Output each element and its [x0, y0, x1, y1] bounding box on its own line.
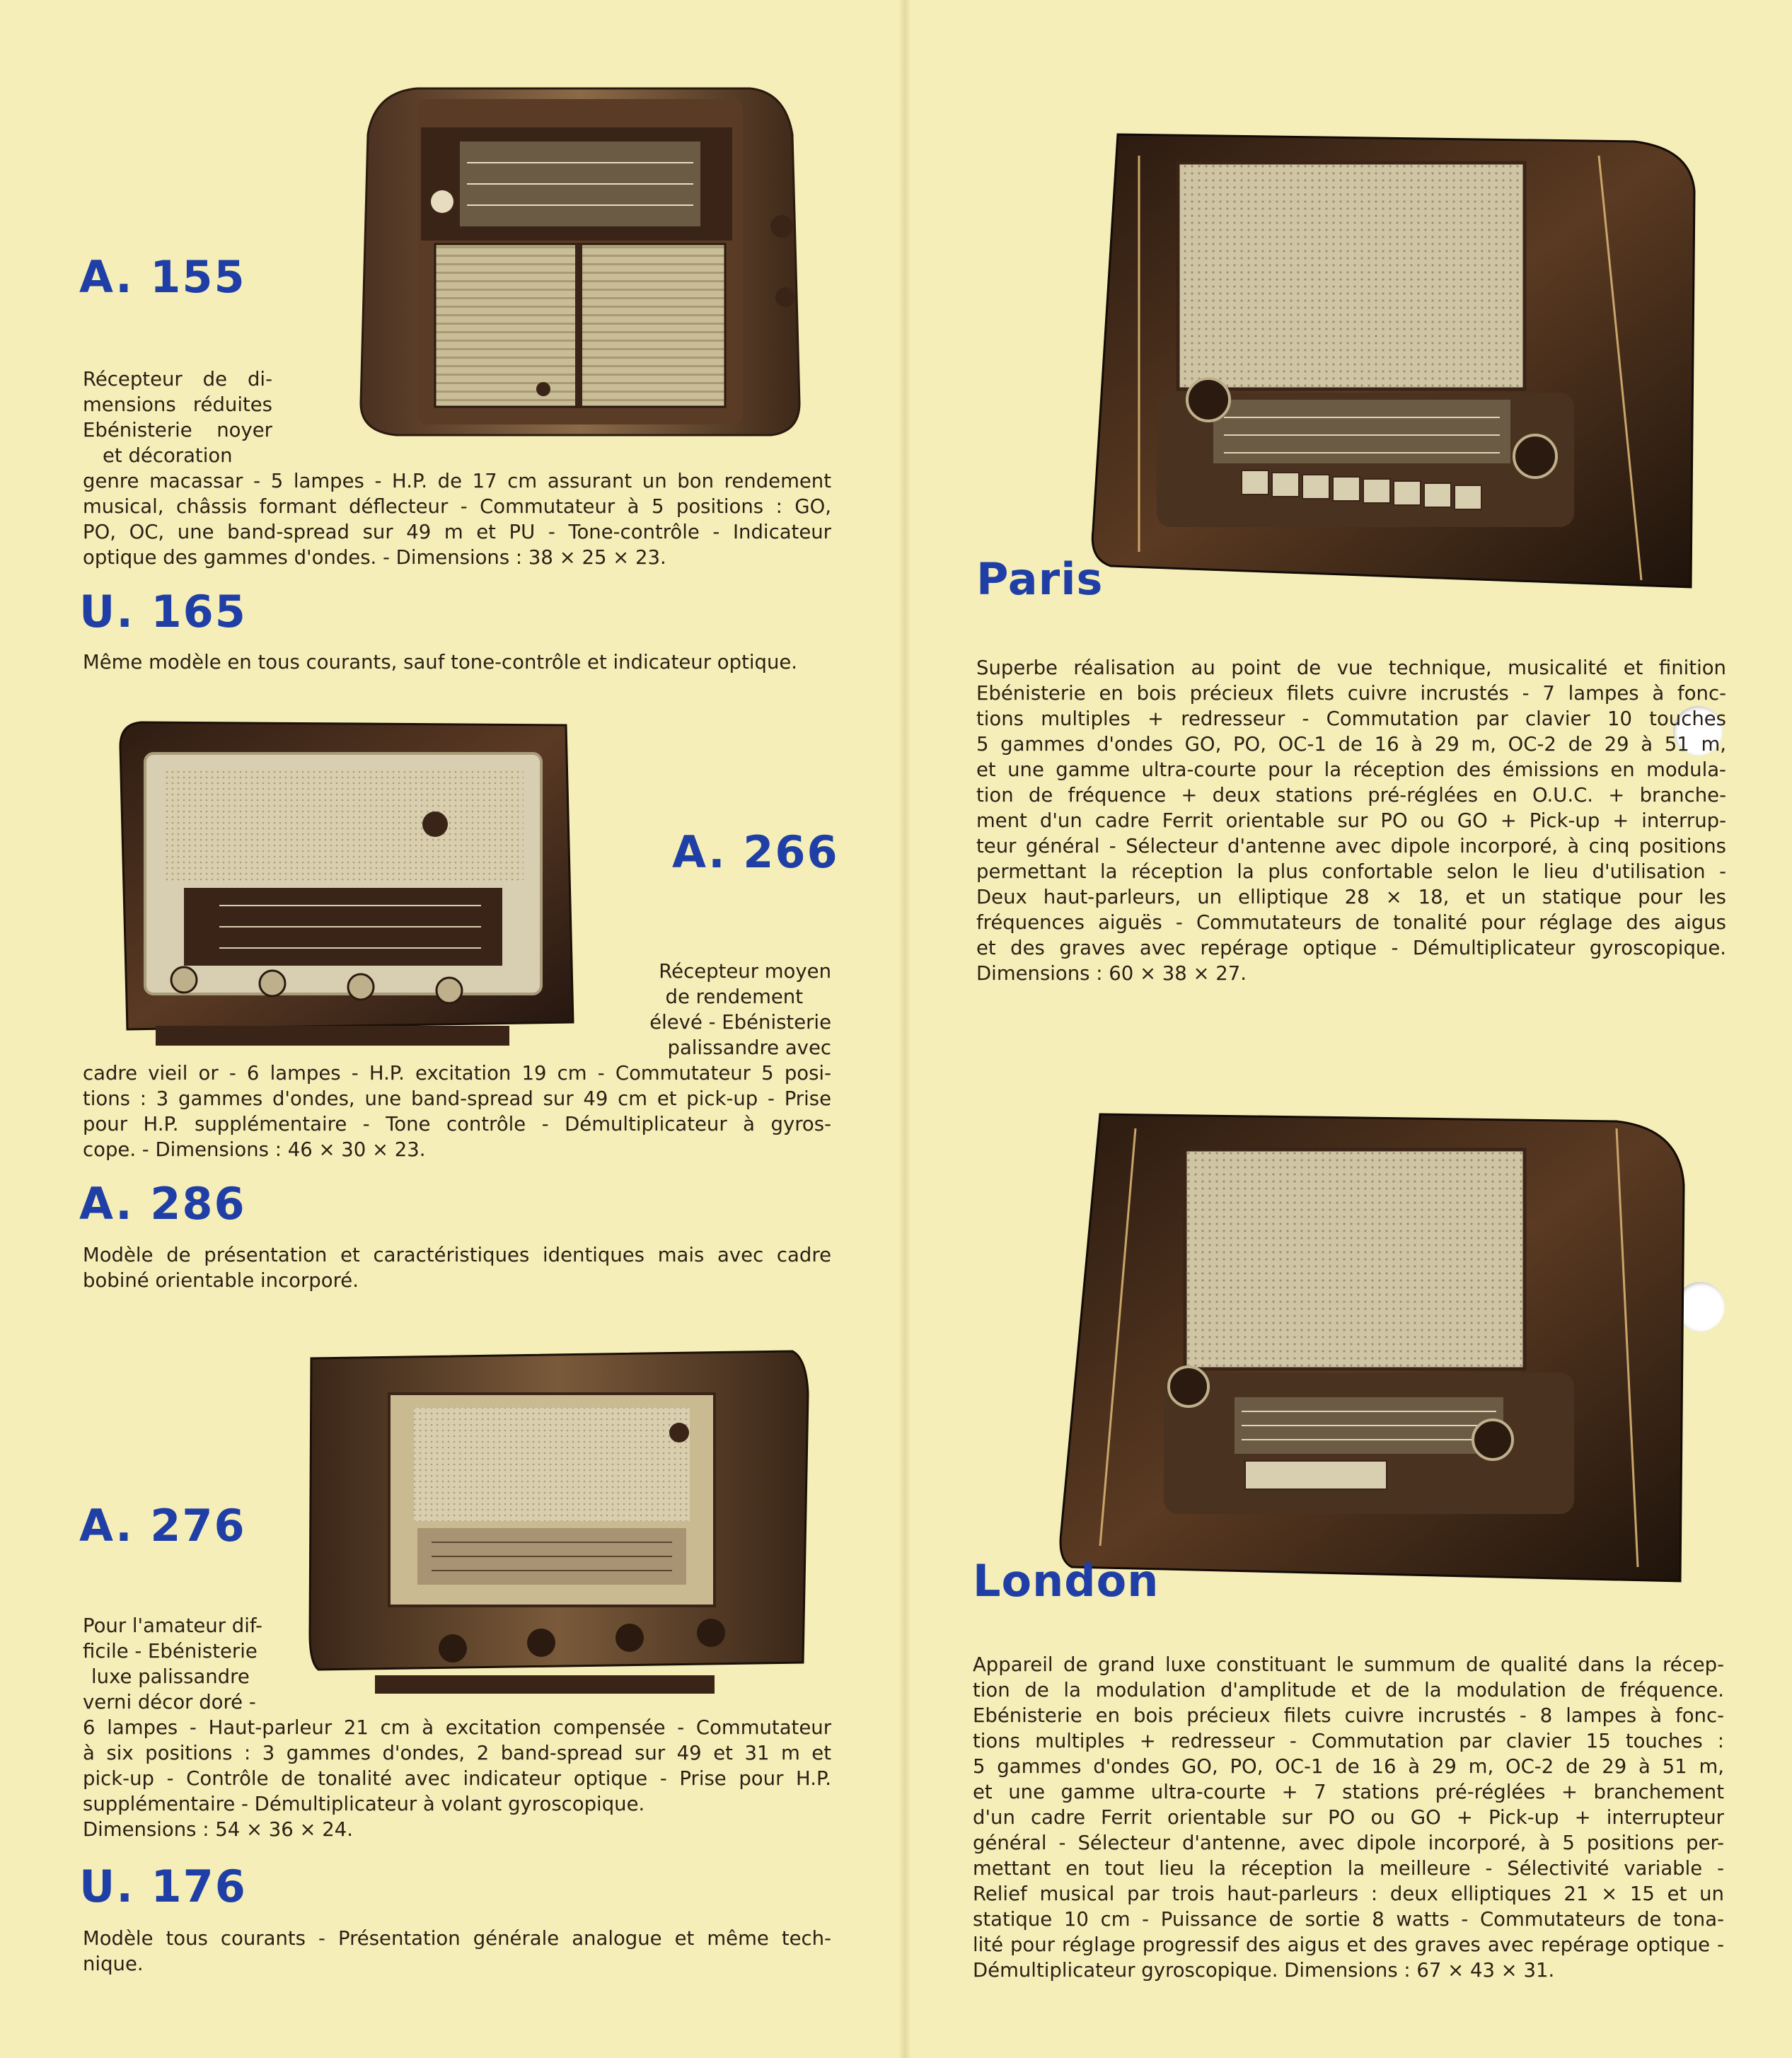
description-line: ment d'un cadre Ferrit orientable sur PO ou GO + Pick-up + interrup-: [976, 809, 1726, 832]
description-line: Relief musical par trois haut-parleurs : deux elliptiques 21 × 15 et un: [973, 1883, 1724, 1905]
description-line: tions multiples + redresseur - Commutation par clavier 15 touches :: [973, 1730, 1724, 1752]
description-line: permettant la réception la plus confortable selon le lieu d'utilisation -: [976, 860, 1726, 883]
description-line: Démultiplicateur gyroscopique. Dimensions : 67 × 43 × 31.: [973, 1959, 1555, 1982]
description-line: musical, châssis formant déflecteur - Commutateur à 5 positions : GO,: [83, 495, 831, 518]
model-title-london: London: [973, 1555, 1160, 1607]
description-line: cadre vieil or - 6 lampes - H.P. excitation 19 cm - Commutateur 5 posi-: [83, 1062, 831, 1085]
radio-london-image: [1058, 1100, 1691, 1588]
description-line: Ebénisterie noyer: [83, 419, 272, 441]
model-description-a266: [83, 959, 831, 1162]
description-line: ficile - Ebénisterie: [83, 1640, 258, 1663]
description-line: statique 10 cm - Puissance de sortie 8 watts - Commutateurs de tona-: [973, 1908, 1724, 1931]
description-line: bobiné orientable incorporé.: [83, 1269, 359, 1292]
description-line: Pour l'amateur dif-: [83, 1614, 262, 1637]
description-line: tion de fréquence + deux stations pré-réglées en O.U.C. + branche-: [976, 784, 1726, 807]
description-line: cope. - Dimensions : 46 × 30 × 23.: [83, 1138, 426, 1161]
description-line: et des graves avec repérage optique - Démultiplicateur gyroscopique.: [976, 937, 1726, 959]
description-line: palissandre avec: [667, 1036, 831, 1059]
description-line: nique.: [83, 1953, 144, 1975]
description-line: et une gamme ultra-courte pour la réception des émissions en modula-: [976, 758, 1726, 781]
description-line: Dimensions : 60 × 38 × 27.: [976, 962, 1247, 985]
description-line: et décoration: [103, 444, 233, 467]
description-line: Même modèle en tous courants, sauf tone-contrôle et indicateur optique.: [83, 651, 798, 674]
description-line: mensions réduites: [83, 393, 272, 416]
model-title-paris: Paris: [976, 553, 1104, 605]
model-description-a276: [83, 1613, 831, 1842]
description-line: luxe palissandre: [91, 1665, 250, 1688]
description-line: de rendement: [665, 985, 803, 1008]
description-line: à six positions : 3 gammes d'ondes, 2 band-spread sur 49 et 31 m et: [83, 1742, 831, 1764]
model-description-a155: [83, 366, 831, 570]
description-line: Récepteur moyen: [659, 960, 831, 983]
description-line: Récepteur de di-: [83, 368, 272, 391]
description-line: Modèle tous courants - Présentation générale analogue et même tech-: [83, 1927, 831, 1950]
description-line: pick-up - Contrôle de tonalité avec indicateur optique - Prise pour H.P.: [83, 1767, 831, 1790]
radio-paris-image: [1089, 113, 1698, 601]
model-title-u165: U. 165: [79, 586, 247, 637]
model-title-a276: A. 276: [79, 1500, 246, 1551]
page-fold: [898, 0, 911, 2058]
model-description-u165: [83, 649, 831, 675]
description-line: verni décor doré -: [83, 1691, 256, 1713]
description-line: tions multiples + redresseur - Commutation par clavier 10 touches: [976, 707, 1726, 730]
description-line: optique des gammes d'ondes. - Dimensions : 38 × 25 × 23.: [83, 546, 666, 569]
description-line: d'un cadre Ferrit orientable sur PO ou GO + Pick-up + interrupteur: [973, 1806, 1724, 1829]
model-title-a155: A. 155: [79, 251, 246, 303]
description-line: Superbe réalisation au point de vue technique, musicalité et finition: [976, 657, 1726, 679]
model-description-london: [973, 1652, 1724, 1983]
description-line: général - Sélecteur d'antenne, avec dipole incorporé, à 5 positions per-: [973, 1832, 1724, 1854]
description-line: tions : 3 gammes d'ondes, une band-spread sur 49 cm et pick-up - Prise: [83, 1087, 831, 1110]
description-line: supplémentaire - Démultiplicateur à volant gyroscopique.: [83, 1793, 645, 1815]
description-line: pour H.P. supplémentaire - Tone contrôle - Démultiplicateur à gyros-: [83, 1113, 831, 1135]
description-line: Ebénisterie en bois précieux filets cuivre incrustés - 7 lampes à fonc-: [976, 682, 1726, 705]
description-line: teur général - Sélecteur d'antenne avec dipole incorporé, à cinq positions: [976, 835, 1726, 857]
description-line: Dimensions : 54 × 36 × 24.: [83, 1818, 354, 1841]
description-line: lité pour réglage progressif des aigus et des graves avec repérage optique -: [973, 1933, 1724, 1956]
description-line: 6 lampes - Haut-parleur 21 cm à excitation compensée - Commutateur: [83, 1716, 831, 1739]
description-line: Modèle de présentation et caractéristiques identiques mais avec cadre: [83, 1244, 831, 1266]
description-line: Appareil de grand luxe constituant le summum de qualité dans la récep-: [973, 1653, 1724, 1676]
description-line: Deux haut-parleurs, un elliptique 28 × 18, et un statique pour les: [976, 886, 1726, 908]
description-line: fréquences aiguës - Commutateurs de tonalité pour réglage des aigus: [976, 911, 1726, 934]
model-title-a266: A. 266: [672, 826, 839, 878]
model-description-u176: [83, 1926, 831, 1977]
description-line: 5 gammes d'ondes GO, PO, OC-1 de 16 à 29 m, OC-2 de 29 à 51 m,: [973, 1755, 1724, 1778]
description-line: élevé - Ebénisterie: [649, 1011, 831, 1034]
model-description-paris: [976, 655, 1726, 986]
description-line: tion de la modulation d'amplitude et de la modulation de fréquence.: [973, 1679, 1724, 1701]
description-line: PO, OC, une band-spread sur 49 m et PU - Tone-contrôle - Indicateur: [83, 521, 831, 543]
description-line: mettant en tout lieu la réception la meilleure - Sélectivité variable -: [973, 1857, 1724, 1880]
description-line: genre macassar - 5 lampes - H.P. de 17 cm assurant un bon rendement: [83, 470, 831, 492]
model-title-u176: U. 176: [79, 1861, 247, 1912]
description-line: 5 gammes d'ondes GO, PO, OC-1 de 16 à 29 m, OC-2 de 29 à 51 m,: [976, 733, 1726, 756]
model-title-a286: A. 286: [79, 1178, 246, 1230]
description-line: Ebénisterie en bois précieux filets cuivre incrustés - 8 lampes à fonc-: [973, 1704, 1724, 1727]
description-line: et une gamme ultra-courte + 7 stations pré-réglées + branchement: [973, 1781, 1724, 1803]
model-description-a286: [83, 1242, 831, 1293]
